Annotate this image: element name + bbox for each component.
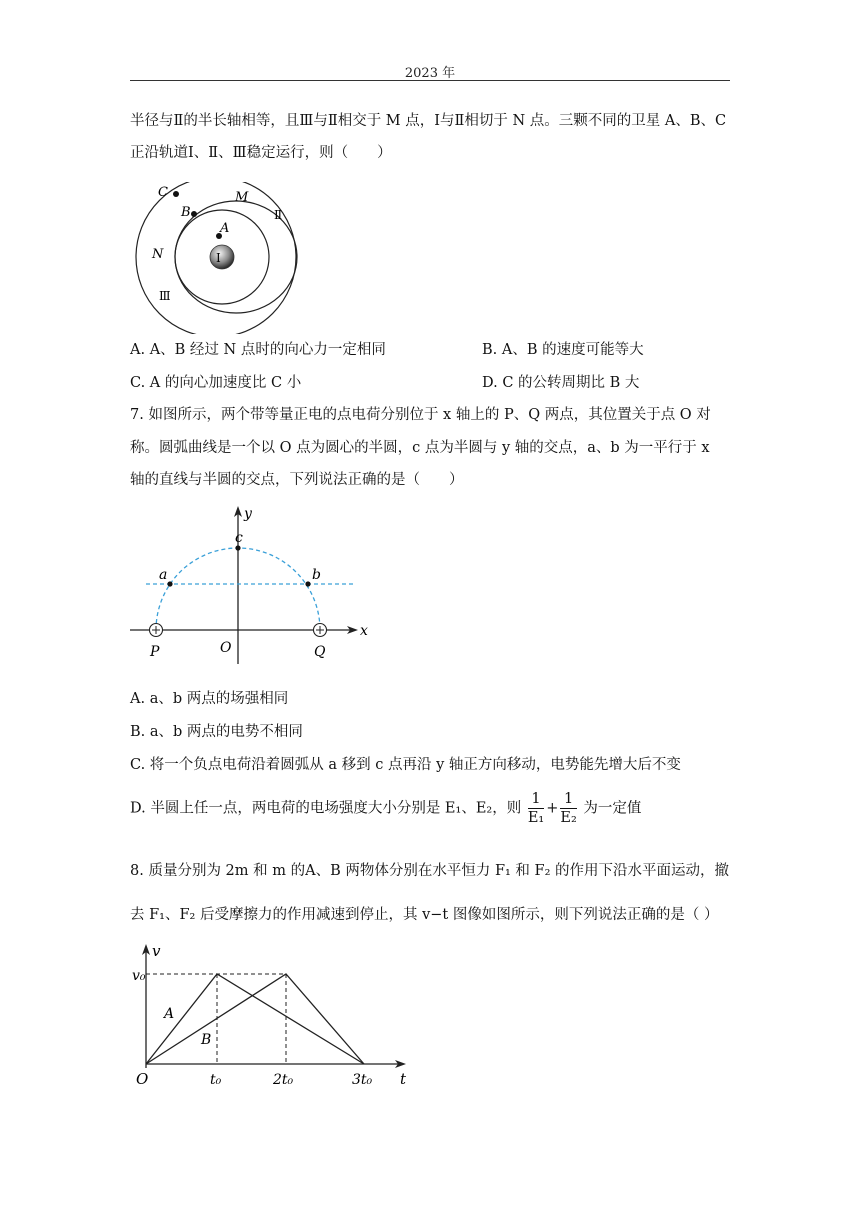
label-t0: t₀ [210, 1072, 222, 1088]
line-a [146, 974, 364, 1064]
label-v: v [152, 942, 161, 960]
orbit-diagram [128, 182, 306, 334]
fraction-denominator-e1: E₁ [527, 810, 545, 826]
point-a [167, 581, 172, 586]
label-a: A [220, 221, 230, 236]
q7-option-d-suffix: 为一定值 [583, 800, 642, 817]
planet [210, 245, 234, 269]
q6-option-c[interactable]: C. A 的向心加速度比 C 小 [130, 375, 302, 391]
satellite-b [191, 211, 197, 217]
label-b: B [181, 205, 191, 220]
q7-option-d-prefix: D. 半圆上任一点，两电荷的电场强度大小分别是 E₁、E₂，则 [130, 800, 522, 817]
label-iii: Ⅲ [159, 289, 171, 303]
q7-option-d[interactable] [130, 790, 641, 827]
q7-option-c[interactable]: C. 将一个负点电荷沿着圆弧从 a 移到 c 点再沿 y 轴正方向移动，电势能先增大后不变 [130, 757, 681, 773]
point-c [235, 545, 240, 550]
q6-option-b[interactable]: B. A、B 的速度可能等大 [482, 342, 644, 358]
label-t: t [400, 1070, 407, 1088]
label-v0: v₀ [132, 968, 146, 984]
q6-text-line1: 半径与Ⅱ的半长轴相等，且Ⅲ与Ⅱ相交于 M 点，Ⅰ与Ⅱ相切于 N 点。三颗不同的卫星 A、B、C [130, 113, 727, 129]
fraction-denominator-e2: E₂ [560, 810, 577, 826]
label-ii: Ⅱ [274, 208, 283, 222]
q7-text-line3: 轴的直线与半圆的交点，下列说法正确的是（ ） [130, 472, 464, 488]
plus-sign: + [546, 800, 559, 817]
line-b [146, 974, 364, 1064]
q6-text-line2: 正沿轨道Ⅰ、Ⅱ、Ⅲ稳定运行，则（ ） [130, 145, 392, 161]
label-q: Q [314, 644, 326, 660]
q7-text-line2: 称。圆弧曲线是一个以 O 点为圆心的半圆，c 点为半圆与 y 轴的交点，a、b 为一平行于 x [130, 440, 710, 456]
label-c: C [158, 185, 168, 200]
label-n: N [152, 247, 164, 262]
point-b [305, 581, 310, 586]
q8-text-line1: 8. 质量分别为 2m 和 m 的A、B 两物体分别在水平恒力 F₁ 和 F₂ 的作用下沿水平面运动，撤 [130, 863, 730, 879]
velocity-time-graph [128, 940, 418, 1088]
label-y: y [244, 506, 252, 522]
q7-option-a[interactable]: A. a、b 两点的场强相同 [130, 691, 289, 707]
label-a: A [164, 1006, 175, 1022]
fraction-numerator: 1 [560, 790, 576, 809]
charge-q [314, 624, 327, 637]
q7-option-b[interactable]: B. a、b 两点的电势不相同 [130, 724, 303, 740]
label-m: M [235, 190, 249, 205]
charge-p [150, 624, 163, 637]
label-b: b [312, 567, 321, 583]
fraction-1-over-e2 [560, 790, 576, 827]
label-b: B [201, 1032, 212, 1048]
page-header: 2023 年 [404, 66, 456, 81]
label-a: a [159, 567, 168, 583]
label-i: Ⅰ [216, 251, 221, 265]
label-x: x [360, 623, 368, 639]
fraction-1-over-e1 [528, 790, 544, 827]
label-o: O [136, 1070, 149, 1088]
charge-field-diagram [128, 502, 378, 666]
q8-text-line2: 去 F₁、F₂ 后受摩擦力的作用减速到停止，其 v−t 图像如图所示，则下列说法正确的是（ ） [130, 907, 719, 923]
q7-text-line1: 7. 如图所示，两个带等量正电的点电荷分别位于 x 轴上的 P、Q 两点，其位置关于点 O 对 [130, 407, 711, 423]
header-rule [130, 80, 730, 81]
q6-option-a[interactable]: A. A、B 经过 N 点时的向心力一定相同 [130, 342, 386, 358]
label-3t0: 3t₀ [352, 1072, 373, 1088]
label-2t0: 2t₀ [273, 1072, 294, 1088]
q6-option-d[interactable]: D. C 的公转周期比 B 大 [482, 375, 640, 391]
label-o: O [220, 640, 232, 656]
satellite-c [173, 191, 179, 197]
label-c: c [235, 530, 243, 546]
fraction-numerator: 1 [528, 790, 544, 809]
label-p: P [150, 644, 160, 660]
